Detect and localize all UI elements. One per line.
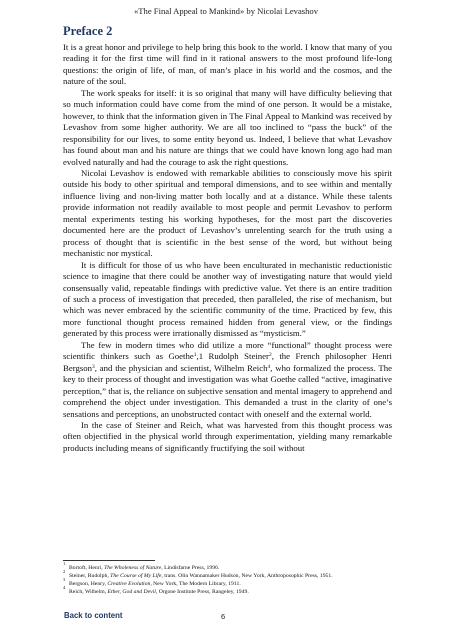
paragraph-2: The work speaks for itself: it is so original that many will have difficulty believing that so much information could have come from the mind of one person. It would be a mistake, however, to think that the information given in The Final Appeal to Mankind was received by Levashov from some higher authority. We are all too inclined to “pass the buck” of the responsibility for our lives, to some entity beyond us. Indeed, I believe that what Levashov has found about man and his nature are things that we could have known long ago had man evolved naturally and had the courage to ask the right questions. bbox=[63, 87, 392, 167]
footnotes bbox=[63, 561, 398, 596]
paragraph-5-part-b: ,1 Rudolph Steiner bbox=[196, 351, 269, 362]
footnote-title: The Course of My Life bbox=[110, 573, 162, 580]
paragraph-1: It is a great honor and privilege to help bring this book to the world. I know that many of you reading it for the first time will find in it rational answers to the most profound life-long questions: the origin of life, of man, of man’s place in his world and the cosmos, and the nature of the soul. bbox=[63, 42, 392, 87]
footnote-ref-1[interactable]: 1 bbox=[193, 352, 197, 359]
footnote-ref-3[interactable]: 3 bbox=[92, 363, 95, 370]
footnote-title: The Wholeness of Nature bbox=[104, 565, 162, 571]
footnote-2: 2 Steiner, Rudolph, The Course of My Life, trans. Olin Wannamaker Hudson, New York, Anthroposophic Press, 1951. bbox=[63, 569, 333, 580]
footnote-1: 1 Bortoft, Henri, The Wholeness of Nature, Lindisfarne Press, 1996. bbox=[63, 561, 220, 571]
paragraph-6: In the case of Steiner and Reich, what was harvested from this thought process was often objectified in the physical world through experimentation, yielding many remarkable products including means of significantly fructifying the soil without bbox=[63, 419, 392, 453]
paragraph-4: It is difficult for those of us who have been enculturated in mechanistic reductionistic science to imagine that there could be another way of investigating nature that would yield consensually valid, repeatable findings with predictive value. Yet there is an entire tradition of such a process of investigation that preceded, then paralleled, the rise of mechanism, but which was never embraced by the scientific community of the time. Practiced by few, this more functional thought process remained hidden from general view, or the findings generated by this process were irrationally dismissed as “mysticism.” bbox=[63, 259, 392, 339]
paragraph-5-part-a: The few in modern times who did utilize a more “functional” thought process were scientific thinkers such as Goethe bbox=[63, 339, 392, 362]
page-title: Preface 2 bbox=[63, 24, 113, 38]
footnote-title: Ether, God and Devil bbox=[107, 589, 156, 596]
paragraph-3: Nicolai Levashov is endowed with remarkable abilities to consciously move his spirit outside his body to other spiritual and temporal dimensions, and to see within and mentally influence living and non-living matter both locally and at a distance. While these talents provide information not readily available to most people and permit Levashov to perform mental experiments testing his working hypotheses, for the most part the discoveries documented here are the product of Levashov’s unrelenting search for the truth using a process of thought that is scientific in the best sense of the word, but without being mechanistic nor mystical. bbox=[63, 167, 392, 259]
footnote-4: 4 Reich, Wilhelm, Ether, God and Devil, Orgone Institute Press, Rangeley, 1949. bbox=[63, 585, 249, 596]
footnote-ref-4[interactable]: 4 bbox=[267, 363, 271, 370]
footnote-divider bbox=[63, 560, 155, 561]
footnote-3: 3 Bergson, Henry, Creative Evolution, New York, The Modern Library, 1911. bbox=[63, 577, 241, 588]
back-to-content-link[interactable]: Back to content bbox=[64, 611, 123, 620]
footnote-ref-2[interactable]: 2 bbox=[268, 352, 272, 359]
paragraph-5-part-e: , who formalized the process. The key to their process of thought and investigation was what Goethe called “active, imaginative perception,” that is, the reliance on subjective sensation and mental imagery to apprehend and comprehend the object under investigation. This demanded a trust in the clarity of one’s sensations and perceptions, an unobstructed contact with oneself and the external world. bbox=[63, 362, 393, 419]
footnote-title: Creative Evolution bbox=[107, 581, 151, 588]
page-number: 6 bbox=[221, 612, 226, 621]
paragraph-5-part-d: , and the physician and scientist, Wilhelm Reich bbox=[94, 362, 268, 373]
paragraph-5 bbox=[63, 340, 392, 420]
paragraph-5-part-c: , the French philosopher Henri Bergson bbox=[63, 351, 392, 373]
running-header: «The Final Appeal to Mankind» by Nicolai Levashov bbox=[133, 6, 318, 16]
body-text bbox=[63, 42, 392, 454]
